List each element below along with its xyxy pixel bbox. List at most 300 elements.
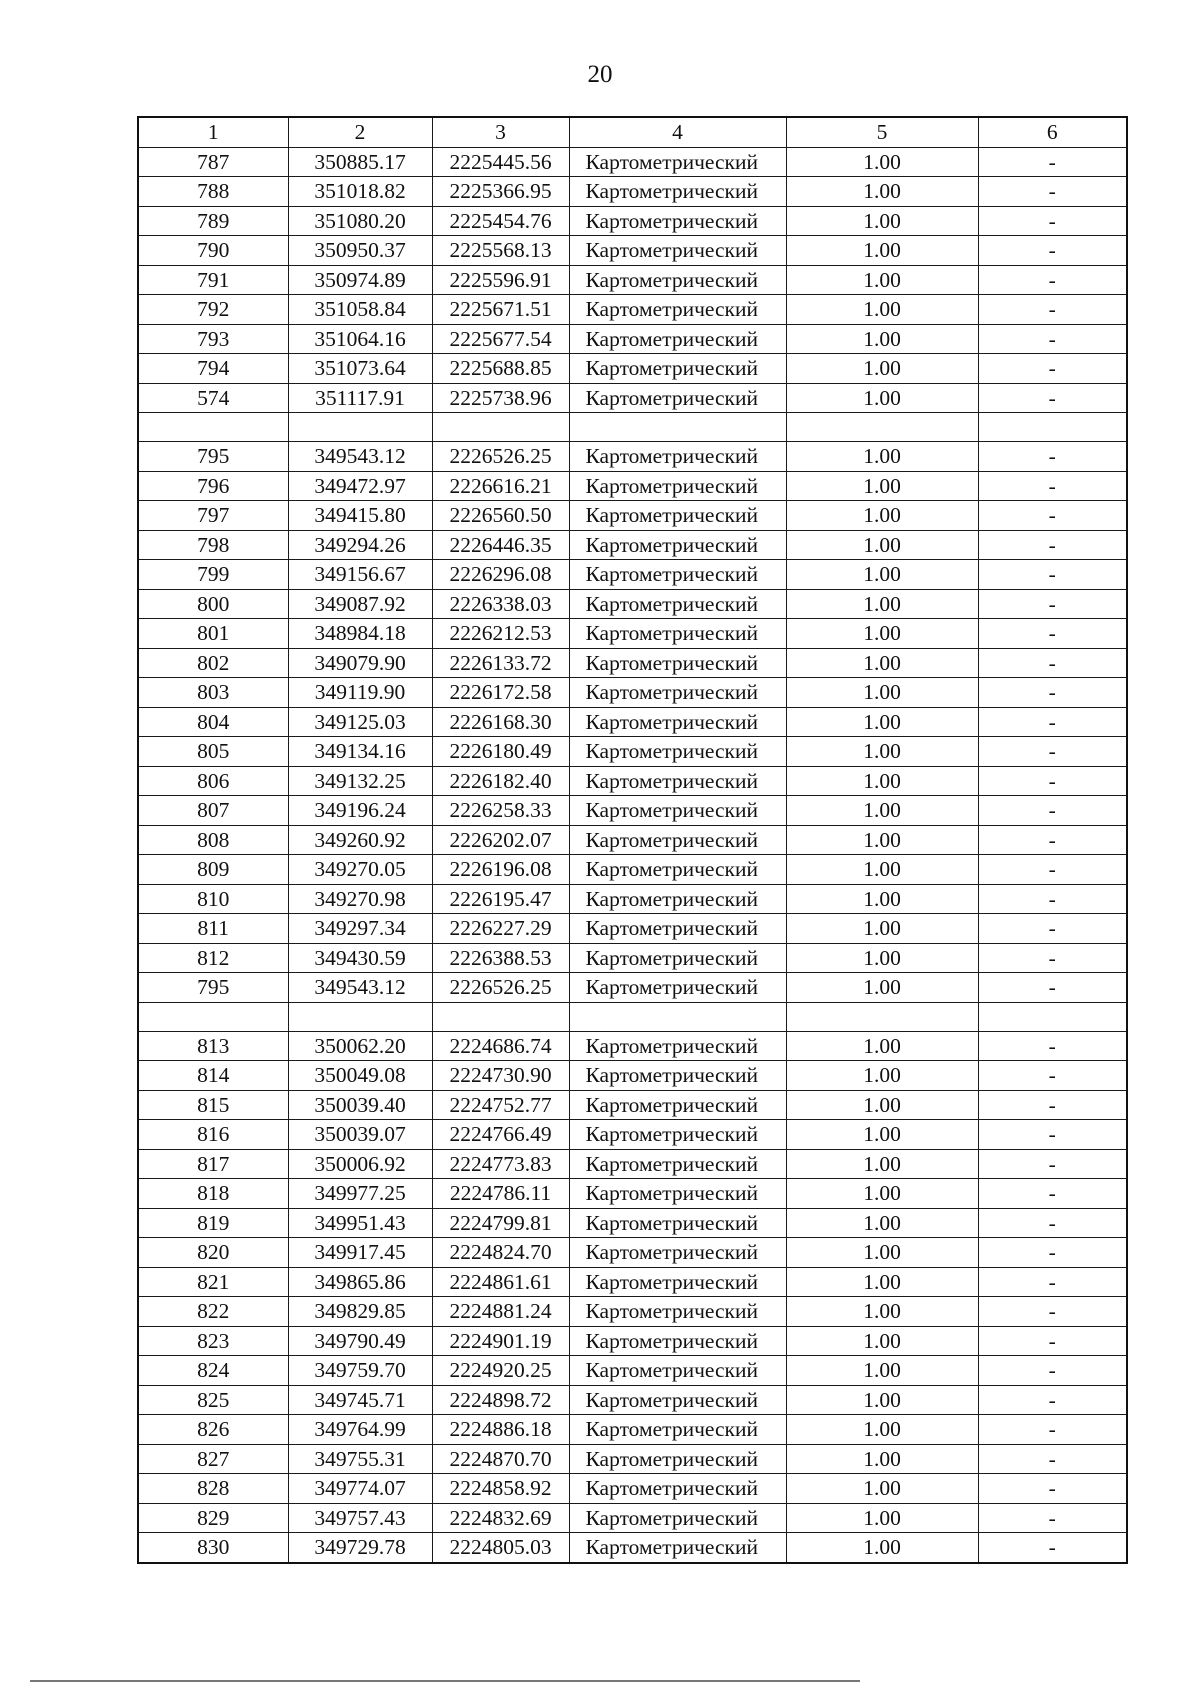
page-number: 20 bbox=[587, 61, 613, 88]
accuracy-cell: 1.00 bbox=[786, 354, 978, 384]
header-cell-2: 2 bbox=[288, 117, 432, 147]
method-cell: Картометрический bbox=[569, 265, 786, 295]
point-number-cell: 807 bbox=[138, 796, 288, 826]
point-number-cell: 828 bbox=[138, 1474, 288, 1504]
table-row bbox=[138, 796, 1127, 826]
note-cell: - bbox=[978, 1356, 1127, 1386]
method-cell: Картометрический bbox=[569, 236, 786, 266]
point-number-cell: 813 bbox=[138, 1031, 288, 1061]
method-cell: Картометрический bbox=[569, 383, 786, 413]
note-cell: - bbox=[978, 825, 1127, 855]
coordinates-table-container bbox=[137, 116, 1126, 1564]
point-number-cell: 818 bbox=[138, 1179, 288, 1209]
accuracy-cell: 1.00 bbox=[786, 1356, 978, 1386]
x-coordinate-cell: 349472.97 bbox=[288, 471, 432, 501]
point-number-cell: 826 bbox=[138, 1415, 288, 1445]
y-coordinate-cell: 2225738.96 bbox=[432, 383, 569, 413]
method-cell: Картометрический bbox=[569, 1208, 786, 1238]
y-coordinate-cell: 2226133.72 bbox=[432, 648, 569, 678]
point-number-cell: 827 bbox=[138, 1444, 288, 1474]
table-row bbox=[138, 707, 1127, 737]
accuracy-cell: 1.00 bbox=[786, 766, 978, 796]
y-coordinate-cell: 2224920.25 bbox=[432, 1356, 569, 1386]
accuracy-cell: 1.00 bbox=[786, 1090, 978, 1120]
table-row bbox=[138, 530, 1127, 560]
accuracy-cell: 1.00 bbox=[786, 147, 978, 177]
accuracy-cell: 1.00 bbox=[786, 943, 978, 973]
x-coordinate-cell: 350062.20 bbox=[288, 1031, 432, 1061]
method-cell: Картометрический bbox=[569, 973, 786, 1003]
y-coordinate-cell: 2225366.95 bbox=[432, 177, 569, 207]
point-number-cell: 805 bbox=[138, 737, 288, 767]
method-cell: Картометрический bbox=[569, 1503, 786, 1533]
point-number-cell: 800 bbox=[138, 589, 288, 619]
empty-cell bbox=[786, 1002, 978, 1031]
y-coordinate-cell: 2226182.40 bbox=[432, 766, 569, 796]
x-coordinate-cell: 349270.98 bbox=[288, 884, 432, 914]
point-number-cell: 825 bbox=[138, 1385, 288, 1415]
empty-cell bbox=[288, 413, 432, 442]
method-cell: Картометрический bbox=[569, 1356, 786, 1386]
table-row bbox=[138, 1415, 1127, 1445]
note-cell: - bbox=[978, 1503, 1127, 1533]
point-number-cell: 804 bbox=[138, 707, 288, 737]
x-coordinate-cell: 349260.92 bbox=[288, 825, 432, 855]
x-coordinate-cell: 350039.07 bbox=[288, 1120, 432, 1150]
accuracy-cell: 1.00 bbox=[786, 442, 978, 472]
x-coordinate-cell: 350039.40 bbox=[288, 1090, 432, 1120]
x-coordinate-cell: 349729.78 bbox=[288, 1533, 432, 1563]
accuracy-cell: 1.00 bbox=[786, 914, 978, 944]
x-coordinate-cell: 349415.80 bbox=[288, 501, 432, 531]
x-coordinate-cell: 349757.43 bbox=[288, 1503, 432, 1533]
y-coordinate-cell: 2226202.07 bbox=[432, 825, 569, 855]
y-coordinate-cell: 2226196.08 bbox=[432, 855, 569, 885]
table-row bbox=[138, 884, 1127, 914]
note-cell: - bbox=[978, 501, 1127, 531]
method-cell: Картометрический bbox=[569, 1444, 786, 1474]
x-coordinate-cell: 351080.20 bbox=[288, 206, 432, 236]
y-coordinate-cell: 2224858.92 bbox=[432, 1474, 569, 1504]
empty-cell bbox=[432, 413, 569, 442]
method-cell: Картометрический bbox=[569, 589, 786, 619]
method-cell: Картометрический bbox=[569, 648, 786, 678]
accuracy-cell: 1.00 bbox=[786, 737, 978, 767]
method-cell: Картометрический bbox=[569, 825, 786, 855]
table-row bbox=[138, 501, 1127, 531]
accuracy-cell: 1.00 bbox=[786, 1061, 978, 1091]
table-row bbox=[138, 236, 1127, 266]
table-row bbox=[138, 855, 1127, 885]
accuracy-cell: 1.00 bbox=[786, 619, 978, 649]
y-coordinate-cell: 2226227.29 bbox=[432, 914, 569, 944]
note-cell: - bbox=[978, 442, 1127, 472]
x-coordinate-cell: 349134.16 bbox=[288, 737, 432, 767]
note-cell: - bbox=[978, 147, 1127, 177]
y-coordinate-cell: 2226195.47 bbox=[432, 884, 569, 914]
method-cell: Картометрический bbox=[569, 501, 786, 531]
method-cell: Картометрический bbox=[569, 855, 786, 885]
note-cell: - bbox=[978, 206, 1127, 236]
accuracy-cell: 1.00 bbox=[786, 501, 978, 531]
table-row bbox=[138, 973, 1127, 1003]
table-row bbox=[138, 1208, 1127, 1238]
note-cell: - bbox=[978, 1179, 1127, 1209]
table-body bbox=[138, 147, 1127, 1563]
empty-cell bbox=[786, 413, 978, 442]
y-coordinate-cell: 2224886.18 bbox=[432, 1415, 569, 1445]
point-number-cell: 814 bbox=[138, 1061, 288, 1091]
table-row bbox=[138, 1533, 1127, 1563]
point-number-cell: 806 bbox=[138, 766, 288, 796]
method-cell: Картометрический bbox=[569, 354, 786, 384]
method-cell: Картометрический bbox=[569, 295, 786, 325]
x-coordinate-cell: 349196.24 bbox=[288, 796, 432, 826]
y-coordinate-cell: 2226526.25 bbox=[432, 442, 569, 472]
table-row bbox=[138, 1090, 1127, 1120]
method-cell: Картометрический bbox=[569, 206, 786, 236]
point-number-cell: 801 bbox=[138, 619, 288, 649]
accuracy-cell: 1.00 bbox=[786, 1238, 978, 1268]
empty-cell bbox=[288, 1002, 432, 1031]
accuracy-cell: 1.00 bbox=[786, 560, 978, 590]
table-row bbox=[138, 825, 1127, 855]
accuracy-cell: 1.00 bbox=[786, 236, 978, 266]
point-number-cell: 802 bbox=[138, 648, 288, 678]
note-cell: - bbox=[978, 884, 1127, 914]
method-cell: Картометрический bbox=[569, 914, 786, 944]
method-cell: Картометрический bbox=[569, 1267, 786, 1297]
x-coordinate-cell: 349790.49 bbox=[288, 1326, 432, 1356]
note-cell: - bbox=[978, 1533, 1127, 1563]
x-coordinate-cell: 351073.64 bbox=[288, 354, 432, 384]
note-cell: - bbox=[978, 1267, 1127, 1297]
y-coordinate-cell: 2224752.77 bbox=[432, 1090, 569, 1120]
note-cell: - bbox=[978, 1474, 1127, 1504]
table-row bbox=[138, 1031, 1127, 1061]
accuracy-cell: 1.00 bbox=[786, 1208, 978, 1238]
y-coordinate-cell: 2226526.25 bbox=[432, 973, 569, 1003]
point-number-cell: 821 bbox=[138, 1267, 288, 1297]
point-number-cell: 795 bbox=[138, 973, 288, 1003]
note-cell: - bbox=[978, 1444, 1127, 1474]
x-coordinate-cell: 349951.43 bbox=[288, 1208, 432, 1238]
point-number-cell: 815 bbox=[138, 1090, 288, 1120]
x-coordinate-cell: 351058.84 bbox=[288, 295, 432, 325]
method-cell: Картометрический bbox=[569, 1061, 786, 1091]
accuracy-cell: 1.00 bbox=[786, 530, 978, 560]
method-cell: Картометрический bbox=[569, 530, 786, 560]
table-header-row bbox=[138, 117, 1127, 147]
y-coordinate-cell: 2224901.19 bbox=[432, 1326, 569, 1356]
contour-separator-row bbox=[138, 1002, 1127, 1031]
coordinates-table bbox=[137, 116, 1128, 1564]
accuracy-cell: 1.00 bbox=[786, 1179, 978, 1209]
method-cell: Картометрический bbox=[569, 471, 786, 501]
accuracy-cell: 1.00 bbox=[786, 707, 978, 737]
method-cell: Картометрический bbox=[569, 737, 786, 767]
accuracy-cell: 1.00 bbox=[786, 265, 978, 295]
method-cell: Картометрический bbox=[569, 943, 786, 973]
note-cell: - bbox=[978, 678, 1127, 708]
table-row bbox=[138, 442, 1127, 472]
method-cell: Картометрический bbox=[569, 1238, 786, 1268]
y-coordinate-cell: 2226258.33 bbox=[432, 796, 569, 826]
table-row bbox=[138, 1356, 1127, 1386]
y-coordinate-cell: 2226212.53 bbox=[432, 619, 569, 649]
x-coordinate-cell: 349543.12 bbox=[288, 442, 432, 472]
point-number-cell: 817 bbox=[138, 1149, 288, 1179]
empty-cell bbox=[138, 1002, 288, 1031]
accuracy-cell: 1.00 bbox=[786, 1533, 978, 1563]
accuracy-cell: 1.00 bbox=[786, 177, 978, 207]
empty-cell bbox=[569, 413, 786, 442]
note-cell: - bbox=[978, 383, 1127, 413]
table-row bbox=[138, 943, 1127, 973]
note-cell: - bbox=[978, 265, 1127, 295]
y-coordinate-cell: 2224898.72 bbox=[432, 1385, 569, 1415]
y-coordinate-cell: 2224881.24 bbox=[432, 1297, 569, 1327]
accuracy-cell: 1.00 bbox=[786, 383, 978, 413]
x-coordinate-cell: 349917.45 bbox=[288, 1238, 432, 1268]
note-cell: - bbox=[978, 1061, 1127, 1091]
table-row bbox=[138, 766, 1127, 796]
table-row bbox=[138, 1179, 1127, 1209]
method-cell: Картометрический bbox=[569, 1474, 786, 1504]
accuracy-cell: 1.00 bbox=[786, 1503, 978, 1533]
y-coordinate-cell: 2224766.49 bbox=[432, 1120, 569, 1150]
point-number-cell: 799 bbox=[138, 560, 288, 590]
y-coordinate-cell: 2224824.70 bbox=[432, 1238, 569, 1268]
x-coordinate-cell: 349759.70 bbox=[288, 1356, 432, 1386]
table-row bbox=[138, 295, 1127, 325]
x-coordinate-cell: 348984.18 bbox=[288, 619, 432, 649]
x-coordinate-cell: 349270.05 bbox=[288, 855, 432, 885]
table-row bbox=[138, 1238, 1127, 1268]
table-row bbox=[138, 1149, 1127, 1179]
y-coordinate-cell: 2225596.91 bbox=[432, 265, 569, 295]
accuracy-cell: 1.00 bbox=[786, 206, 978, 236]
note-cell: - bbox=[978, 766, 1127, 796]
method-cell: Картометрический bbox=[569, 1149, 786, 1179]
empty-cell bbox=[432, 1002, 569, 1031]
table-row bbox=[138, 147, 1127, 177]
y-coordinate-cell: 2224730.90 bbox=[432, 1061, 569, 1091]
method-cell: Картометрический bbox=[569, 1090, 786, 1120]
method-cell: Картометрический bbox=[569, 796, 786, 826]
note-cell: - bbox=[978, 589, 1127, 619]
y-coordinate-cell: 2226446.35 bbox=[432, 530, 569, 560]
table-row bbox=[138, 737, 1127, 767]
accuracy-cell: 1.00 bbox=[786, 324, 978, 354]
x-coordinate-cell: 349543.12 bbox=[288, 973, 432, 1003]
note-cell: - bbox=[978, 295, 1127, 325]
method-cell: Картометрический bbox=[569, 1326, 786, 1356]
note-cell: - bbox=[978, 177, 1127, 207]
x-coordinate-cell: 349297.34 bbox=[288, 914, 432, 944]
accuracy-cell: 1.00 bbox=[786, 973, 978, 1003]
y-coordinate-cell: 2225677.54 bbox=[432, 324, 569, 354]
table-row bbox=[138, 1474, 1127, 1504]
point-number-cell: 823 bbox=[138, 1326, 288, 1356]
x-coordinate-cell: 349829.85 bbox=[288, 1297, 432, 1327]
table-row bbox=[138, 206, 1127, 236]
note-cell: - bbox=[978, 619, 1127, 649]
table-row bbox=[138, 648, 1127, 678]
accuracy-cell: 1.00 bbox=[786, 1326, 978, 1356]
note-cell: - bbox=[978, 1297, 1127, 1327]
table-row bbox=[138, 619, 1127, 649]
method-cell: Картометрический bbox=[569, 1031, 786, 1061]
point-number-cell: 830 bbox=[138, 1533, 288, 1563]
point-number-cell: 788 bbox=[138, 177, 288, 207]
note-cell: - bbox=[978, 1031, 1127, 1061]
note-cell: - bbox=[978, 1208, 1127, 1238]
point-number-cell: 790 bbox=[138, 236, 288, 266]
x-coordinate-cell: 349087.92 bbox=[288, 589, 432, 619]
point-number-cell: 819 bbox=[138, 1208, 288, 1238]
note-cell: - bbox=[978, 973, 1127, 1003]
table-row bbox=[138, 354, 1127, 384]
accuracy-cell: 1.00 bbox=[786, 1444, 978, 1474]
accuracy-cell: 1.00 bbox=[786, 1267, 978, 1297]
y-coordinate-cell: 2224870.70 bbox=[432, 1444, 569, 1474]
x-coordinate-cell: 349125.03 bbox=[288, 707, 432, 737]
note-cell: - bbox=[978, 855, 1127, 885]
method-cell: Картометрический bbox=[569, 1179, 786, 1209]
y-coordinate-cell: 2226296.08 bbox=[432, 560, 569, 590]
note-cell: - bbox=[978, 1090, 1127, 1120]
header-cell-5: 5 bbox=[786, 117, 978, 147]
x-coordinate-cell: 350885.17 bbox=[288, 147, 432, 177]
accuracy-cell: 1.00 bbox=[786, 1149, 978, 1179]
method-cell: Картометрический bbox=[569, 766, 786, 796]
table-row bbox=[138, 589, 1127, 619]
contour-separator-row bbox=[138, 413, 1127, 442]
point-number-cell: 574 bbox=[138, 383, 288, 413]
method-cell: Картометрический bbox=[569, 560, 786, 590]
point-number-cell: 811 bbox=[138, 914, 288, 944]
method-cell: Картометрический bbox=[569, 177, 786, 207]
y-coordinate-cell: 2224799.81 bbox=[432, 1208, 569, 1238]
table-row bbox=[138, 265, 1127, 295]
x-coordinate-cell: 350974.89 bbox=[288, 265, 432, 295]
y-coordinate-cell: 2226180.49 bbox=[432, 737, 569, 767]
accuracy-cell: 1.00 bbox=[786, 1415, 978, 1445]
method-cell: Картометрический bbox=[569, 147, 786, 177]
accuracy-cell: 1.00 bbox=[786, 855, 978, 885]
table-row bbox=[138, 177, 1127, 207]
note-cell: - bbox=[978, 1385, 1127, 1415]
accuracy-cell: 1.00 bbox=[786, 796, 978, 826]
x-coordinate-cell: 349755.31 bbox=[288, 1444, 432, 1474]
note-cell: - bbox=[978, 1326, 1127, 1356]
table-row bbox=[138, 1120, 1127, 1150]
header-cell-4: 4 bbox=[569, 117, 786, 147]
note-cell: - bbox=[978, 1149, 1127, 1179]
x-coordinate-cell: 349977.25 bbox=[288, 1179, 432, 1209]
accuracy-cell: 1.00 bbox=[786, 1385, 978, 1415]
accuracy-cell: 1.00 bbox=[786, 1474, 978, 1504]
y-coordinate-cell: 2226172.58 bbox=[432, 678, 569, 708]
empty-cell bbox=[138, 413, 288, 442]
note-cell: - bbox=[978, 737, 1127, 767]
table-row bbox=[138, 1444, 1127, 1474]
table-row bbox=[138, 560, 1127, 590]
point-number-cell: 798 bbox=[138, 530, 288, 560]
point-number-cell: 809 bbox=[138, 855, 288, 885]
method-cell: Картометрический bbox=[569, 1415, 786, 1445]
empty-cell bbox=[569, 1002, 786, 1031]
point-number-cell: 824 bbox=[138, 1356, 288, 1386]
x-coordinate-cell: 351064.16 bbox=[288, 324, 432, 354]
table-row bbox=[138, 1297, 1127, 1327]
accuracy-cell: 1.00 bbox=[786, 648, 978, 678]
y-coordinate-cell: 2226616.21 bbox=[432, 471, 569, 501]
method-cell: Картометрический bbox=[569, 678, 786, 708]
point-number-cell: 808 bbox=[138, 825, 288, 855]
y-coordinate-cell: 2224861.61 bbox=[432, 1267, 569, 1297]
method-cell: Картометрический bbox=[569, 1297, 786, 1327]
x-coordinate-cell: 349764.99 bbox=[288, 1415, 432, 1445]
note-cell: - bbox=[978, 648, 1127, 678]
accuracy-cell: 1.00 bbox=[786, 295, 978, 325]
x-coordinate-cell: 349745.71 bbox=[288, 1385, 432, 1415]
note-cell: - bbox=[978, 560, 1127, 590]
point-number-cell: 816 bbox=[138, 1120, 288, 1150]
method-cell: Картометрический bbox=[569, 707, 786, 737]
note-cell: - bbox=[978, 354, 1127, 384]
point-number-cell: 787 bbox=[138, 147, 288, 177]
method-cell: Картометрический bbox=[569, 1533, 786, 1563]
point-number-cell: 791 bbox=[138, 265, 288, 295]
y-coordinate-cell: 2225671.51 bbox=[432, 295, 569, 325]
note-cell: - bbox=[978, 236, 1127, 266]
point-number-cell: 810 bbox=[138, 884, 288, 914]
note-cell: - bbox=[978, 796, 1127, 826]
x-coordinate-cell: 349079.90 bbox=[288, 648, 432, 678]
point-number-cell: 793 bbox=[138, 324, 288, 354]
point-number-cell: 797 bbox=[138, 501, 288, 531]
table-row bbox=[138, 324, 1127, 354]
table-row bbox=[138, 1503, 1127, 1533]
x-coordinate-cell: 349294.26 bbox=[288, 530, 432, 560]
y-coordinate-cell: 2224786.11 bbox=[432, 1179, 569, 1209]
note-cell: - bbox=[978, 471, 1127, 501]
accuracy-cell: 1.00 bbox=[786, 1120, 978, 1150]
point-number-cell: 812 bbox=[138, 943, 288, 973]
point-number-cell: 820 bbox=[138, 1238, 288, 1268]
y-coordinate-cell: 2224805.03 bbox=[432, 1533, 569, 1563]
method-cell: Картометрический bbox=[569, 442, 786, 472]
y-coordinate-cell: 2225445.56 bbox=[432, 147, 569, 177]
y-coordinate-cell: 2224832.69 bbox=[432, 1503, 569, 1533]
method-cell: Картометрический bbox=[569, 884, 786, 914]
table-row bbox=[138, 1061, 1127, 1091]
x-coordinate-cell: 349119.90 bbox=[288, 678, 432, 708]
method-cell: Картометрический bbox=[569, 1385, 786, 1415]
bottom-divider bbox=[30, 1680, 860, 1682]
accuracy-cell: 1.00 bbox=[786, 1031, 978, 1061]
y-coordinate-cell: 2226388.53 bbox=[432, 943, 569, 973]
header-cell-3: 3 bbox=[432, 117, 569, 147]
method-cell: Картометрический bbox=[569, 324, 786, 354]
y-coordinate-cell: 2225688.85 bbox=[432, 354, 569, 384]
method-cell: Картометрический bbox=[569, 619, 786, 649]
note-cell: - bbox=[978, 707, 1127, 737]
empty-cell bbox=[978, 413, 1127, 442]
y-coordinate-cell: 2224686.74 bbox=[432, 1031, 569, 1061]
